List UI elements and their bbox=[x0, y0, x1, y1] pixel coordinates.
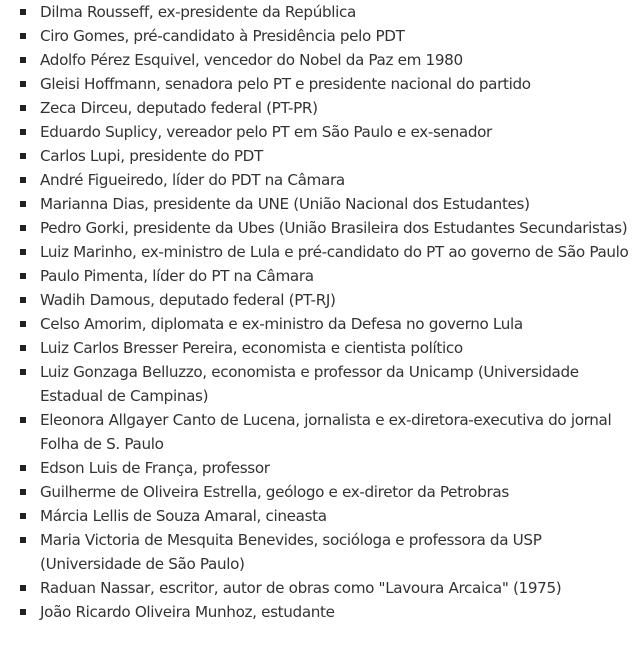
list-item bbox=[0, 72, 635, 96]
list-item-text: Luiz Marinho, ex-ministro de Lula e pré-candidato do PT ao governo de São Paulo bbox=[40, 243, 629, 261]
list-item-text: Carlos Lupi, presidente do PDT bbox=[40, 147, 263, 165]
list-item-text: Ciro Gomes, pré-candidato à Presidência pelo PDT bbox=[40, 27, 405, 45]
list-item-text: Raduan Nassar, escritor, autor de obras como "Lavoura Arcaica" (1975) bbox=[40, 579, 562, 597]
bullet-icon bbox=[20, 513, 26, 519]
bullet-icon bbox=[20, 417, 26, 423]
bullet-icon bbox=[20, 369, 26, 375]
list-item bbox=[0, 168, 635, 192]
list-item bbox=[0, 360, 635, 408]
bullet-icon bbox=[20, 129, 26, 135]
list-item bbox=[0, 456, 635, 480]
bullet-icon bbox=[20, 105, 26, 111]
bullet-icon bbox=[20, 345, 26, 351]
list-item-text: Luiz Carlos Bresser Pereira, economista e cientista político bbox=[40, 339, 463, 357]
list-item bbox=[0, 0, 635, 24]
list-item bbox=[0, 576, 635, 600]
bullet-icon bbox=[20, 153, 26, 159]
list-item-text: Eleonora Allgayer Canto de Lucena, jornalista e ex-diretora-executiva do jornal Folha de S. Paulo bbox=[40, 411, 612, 453]
list-item bbox=[0, 288, 635, 312]
bullet-icon bbox=[20, 273, 26, 279]
list-item bbox=[0, 336, 635, 360]
list-item bbox=[0, 96, 635, 120]
list-item-text: Paulo Pimenta, líder do PT na Câmara bbox=[40, 267, 314, 285]
list-item-text: Eduardo Suplicy, vereador pelo PT em São Paulo e ex-senador bbox=[40, 123, 492, 141]
list-item-text: Guilherme de Oliveira Estrella, geólogo e ex-diretor da Petrobras bbox=[40, 483, 509, 501]
bullet-icon bbox=[20, 489, 26, 495]
list-item-text: Márcia Lellis de Souza Amaral, cineasta bbox=[40, 507, 327, 525]
list-item-text: Dilma Rousseff, ex-presidente da República bbox=[40, 3, 356, 21]
bullet-icon bbox=[20, 177, 26, 183]
list-item-text: Edson Luis de França, professor bbox=[40, 459, 270, 477]
list-item bbox=[0, 408, 635, 456]
list-item bbox=[0, 216, 635, 240]
list-item-text: Zeca Dirceu, deputado federal (PT-PR) bbox=[40, 99, 318, 117]
list-item bbox=[0, 312, 635, 336]
list-item-text: Pedro Gorki, presidente da Ubes (União Brasileira dos Estudantes Secundaristas) bbox=[40, 219, 628, 237]
bullet-icon bbox=[20, 225, 26, 231]
list-item-text: Marianna Dias, presidente da UNE (União Nacional dos Estudantes) bbox=[40, 195, 530, 213]
bullet-icon bbox=[20, 81, 26, 87]
list-item-text: Maria Victoria de Mesquita Benevides, socióloga e professora da USP (Universidade de São Paulo) bbox=[40, 531, 542, 573]
bullet-icon bbox=[20, 201, 26, 207]
list-item bbox=[0, 528, 635, 576]
bullet-icon bbox=[20, 33, 26, 39]
bullet-icon bbox=[20, 609, 26, 615]
list-item bbox=[0, 240, 635, 264]
bullet-icon bbox=[20, 585, 26, 591]
list-item-text: Luiz Gonzaga Belluzzo, economista e professor da Unicamp (Universidade Estadual de Campinas) bbox=[40, 363, 579, 405]
bullet-icon bbox=[20, 297, 26, 303]
bullet-icon bbox=[20, 9, 26, 15]
list-item bbox=[0, 192, 635, 216]
bullet-icon bbox=[20, 321, 26, 327]
list-item bbox=[0, 144, 635, 168]
list-item bbox=[0, 600, 635, 624]
list-item bbox=[0, 48, 635, 72]
list-item-text: Gleisi Hoffmann, senadora pelo PT e presidente nacional do partido bbox=[40, 75, 531, 93]
list-item bbox=[0, 264, 635, 288]
list-item-text: Celso Amorim, diplomata e ex-ministro da Defesa no governo Lula bbox=[40, 315, 523, 333]
bullet-icon bbox=[20, 249, 26, 255]
list-item-text: André Figueiredo, líder do PDT na Câmara bbox=[40, 171, 345, 189]
list-item-text: Wadih Damous, deputado federal (PT-RJ) bbox=[40, 291, 336, 309]
bullet-icon bbox=[20, 537, 26, 543]
list-item bbox=[0, 120, 635, 144]
list-item bbox=[0, 504, 635, 528]
bullet-icon bbox=[20, 465, 26, 471]
list-item-text: Adolfo Pérez Esquivel, vencedor do Nobel da Paz em 1980 bbox=[40, 51, 463, 69]
list-item bbox=[0, 24, 635, 48]
list-item bbox=[0, 480, 635, 504]
list-item-text: João Ricardo Oliveira Munhoz, estudante bbox=[40, 603, 335, 621]
bullet-icon bbox=[20, 57, 26, 63]
